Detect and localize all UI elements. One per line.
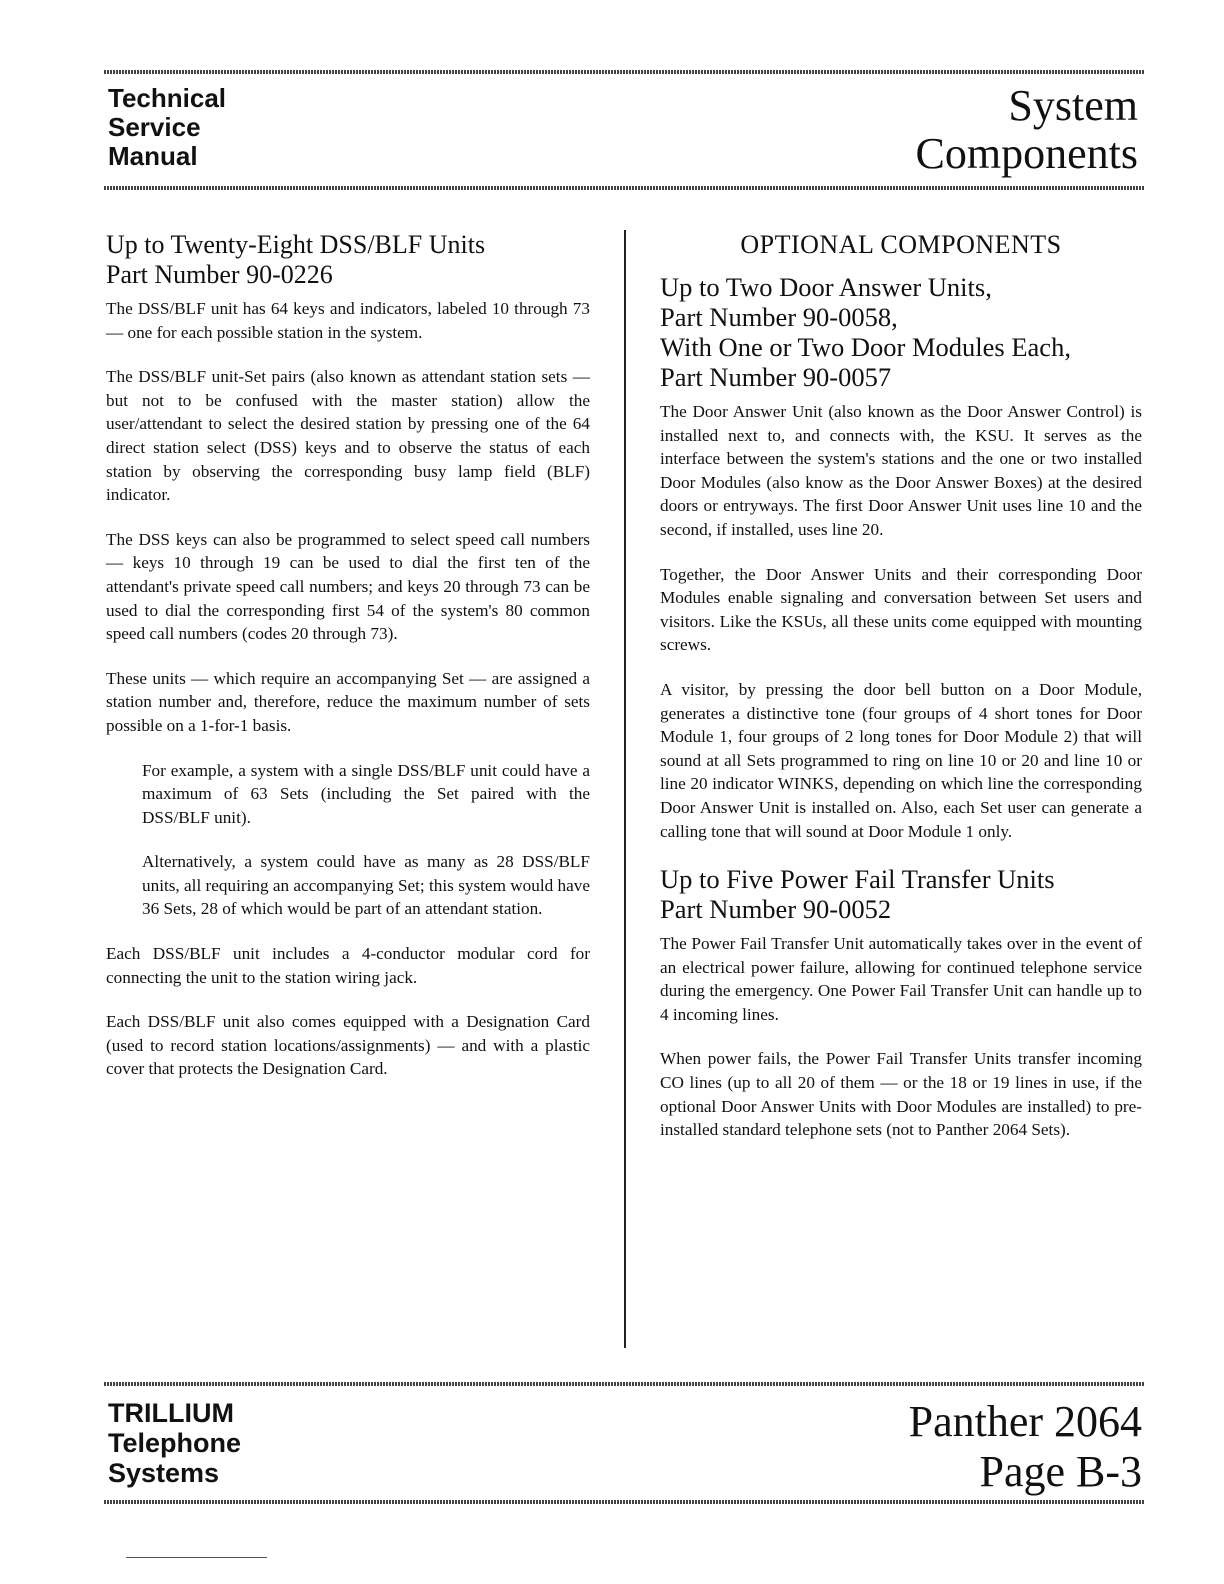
paragraph: The DSS/BLF unit has 64 keys and indicators, labeled 10 through 73 — one for each possible station in the system. (106, 299, 590, 342)
scan-artifact-line (126, 1557, 267, 1558)
door-answer-heading-line-2: Part Number 90-0058, (660, 302, 898, 332)
company-name (108, 1398, 241, 1488)
paragraph: The DSS keys can also be programmed to select speed call numbers — keys 10 through 19 can be used to dial the first ten of the attendant's private speed call numbers; and keys 20 through 73 can be used to dial the corresponding first 54 of the system's 80 common speed call numbers (codes 20 through 73). (106, 529, 590, 644)
manual-title-line-1: Technical (108, 83, 227, 113)
paragraph: Together, the Door Answer Units and their corresponding Door Modules enable signaling and conversation between Set users and visitors. Like the KSUs, all these units come equipped with mounting screws. (660, 564, 1142, 655)
dss-blf-heading (106, 230, 590, 289)
door-answer-heading-line-3: With One or Two Door Modules Each, (660, 332, 1071, 362)
door-answer-heading-line-1: Up to Two Door Answer Units, (660, 272, 992, 302)
dss-blf-heading-line-1: Up to Twenty-Eight DSS/BLF Units (106, 230, 486, 259)
chapter-title-line-1: System (1008, 81, 1138, 130)
header-bottom-rule (104, 186, 1144, 190)
paragraph: The Power Fail Transfer Unit automatically takes over in the event of an electrical power failure, allowing for continued telephone service during the emergency. One Power Fail Transfer Unit can handle up to 4 incoming lines. (660, 934, 1142, 1024)
example-paragraph: For example, a system with a single DSS/BLF unit could have a maximum of 63 Sets (including the Set paired with the DSS/BLF unit). (142, 760, 590, 827)
door-answer-heading (660, 272, 1142, 392)
paragraph: The DSS/BLF unit-Set pairs (also known as attendant station sets — but not to be confused with the master station) allow the user/attendant to select the desired station by pressing one of the 64 direct station select (DSS) keys and to observe the status of each station by observing the corresponding busy lamp field (BLF) indicator. (106, 367, 590, 505)
page-number: Page B-3 (979, 1447, 1142, 1496)
manual-title (108, 84, 226, 171)
paragraph: When power fails, the Power Fail Transfer Units transfer incoming CO lines (up to all 20 of them — or the 18 or 19 lines in use, if the optional Door Answer Units with Door Modules are installed) to pre-installed standard telephone sets (not to Panther 2064 Sets). (660, 1049, 1142, 1140)
page-reference (909, 1397, 1142, 1497)
company-name-line-3: Systems (108, 1458, 220, 1488)
door-answer-heading-line-4: Part Number 90-0057 (660, 362, 892, 392)
company-name-line-1: TRILLIUM (108, 1398, 234, 1428)
header-top-rule (104, 70, 1144, 74)
left-column (106, 230, 590, 1102)
company-name-line-2: Telephone (108, 1428, 242, 1458)
manual-title-line-3: Manual (108, 141, 198, 171)
product-name: Panther 2064 (908, 1397, 1142, 1446)
paragraph: These units — which require an accompanying Set — are assigned a station number and, therefore, reduce the maximum number of sets possible on a 1-for-1 basis. (106, 668, 590, 735)
right-column (660, 230, 1142, 1163)
paragraph: Each DSS/BLF unit also comes equipped with a Designation Card (used to record station locations/assignments) — and with a plastic cover that protects the Designation Card. (106, 1012, 590, 1079)
power-fail-heading-line-2: Part Number 90-0052 (660, 894, 892, 925)
power-fail-heading (660, 864, 1142, 924)
column-divider (624, 230, 626, 1348)
dss-blf-heading-line-2: Part Number 90-0226 (106, 259, 333, 289)
footer-top-rule (104, 1382, 1144, 1386)
optional-components-title: OPTIONAL COMPONENTS (740, 230, 1062, 259)
chapter-title (916, 82, 1138, 178)
example-paragraph: Alternatively, a system could have as many as 28 DSS/BLF units, all requiring an accompanying Set; this system would have 36 Sets, 28 of which would be part of an attendant station. (142, 852, 590, 919)
footer-bottom-rule (104, 1500, 1144, 1504)
power-fail-heading-line-1: Up to Five Power Fail Transfer Units (660, 864, 1055, 895)
manual-title-line-2: Service (108, 112, 201, 142)
paragraph: A visitor, by pressing the door bell button on a Door Module, generates a distinctive tone (four groups of 4 short tones for Door Module 1, four groups of 2 long tones for Door Module 2) that will sound at all Sets programmed to ring on line 10 or 20 and line 10 or line 20 indicator WINKS, depending on which line the corresponding Door Answer Unit is installed on. Also, each Set user can generate a calling tone that will sound at Door Module 1 only. (660, 679, 1142, 841)
paragraph: Each DSS/BLF unit includes a 4-conductor modular cord for connecting the unit to the station wiring jack. (106, 944, 590, 987)
paragraph: The Door Answer Unit (also known as the Door Answer Control) is installed next to, and connects with, the KSU. It serves as the interface between the system's stations and the one or two installed Door Modules (also know as the Door Answer Boxes) at the desired doors or entryways. The first Door Answer Unit uses line 10 and the second, if installed, uses line 20. (660, 402, 1142, 539)
chapter-title-line-2: Components (915, 129, 1138, 178)
